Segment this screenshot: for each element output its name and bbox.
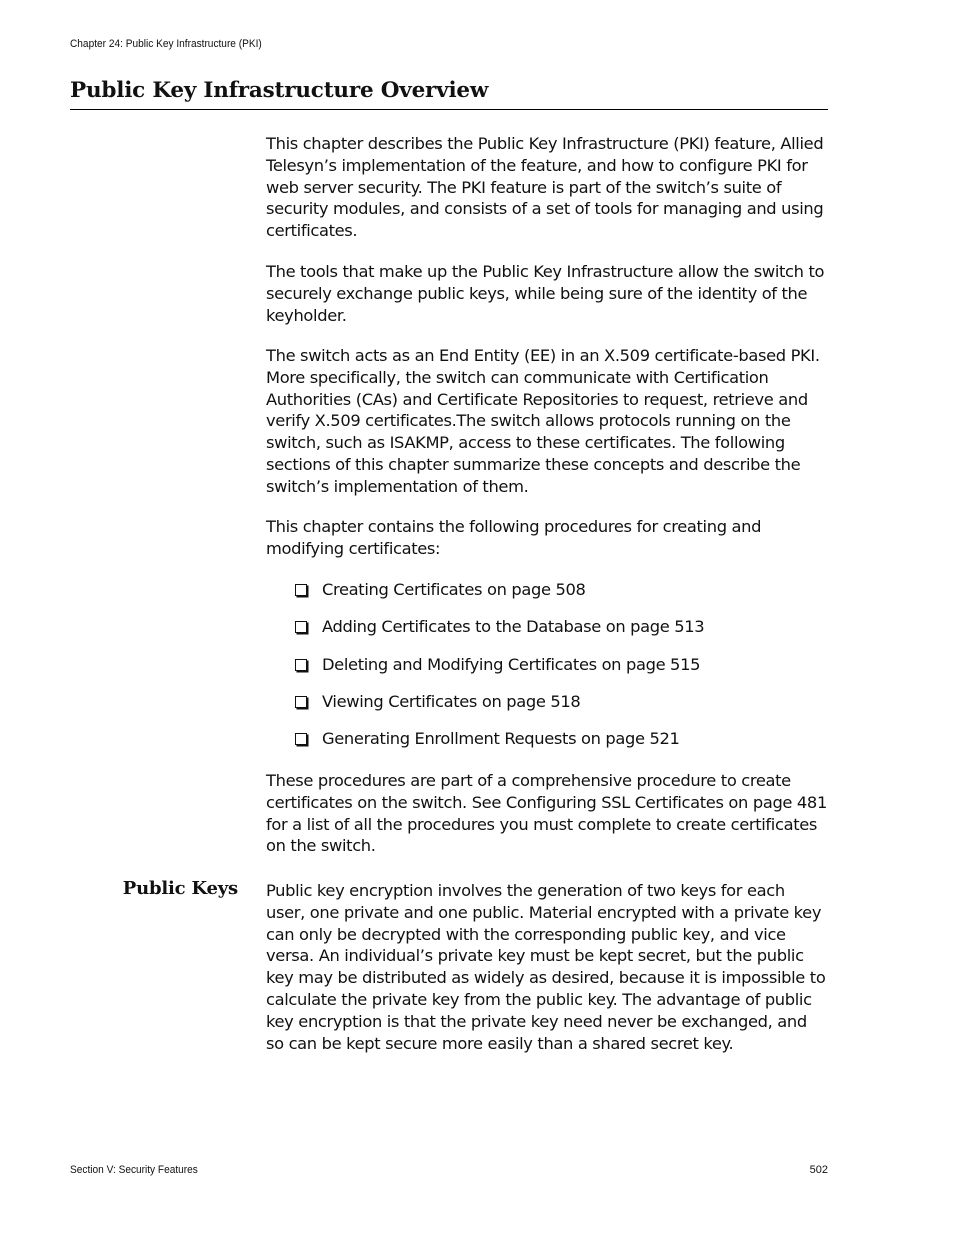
list-item xyxy=(294,579,834,616)
procedure-link-text: Generating Enrollment Requests on page 521 xyxy=(322,729,680,749)
list-item xyxy=(294,691,834,728)
list-item xyxy=(294,654,834,691)
procedure-link-text: Viewing Certificates on page 518 xyxy=(322,691,581,711)
closing-paragraph xyxy=(266,770,828,857)
page-number: 502 xyxy=(809,1164,828,1176)
list-item xyxy=(294,616,834,653)
paragraph-text: The switch acts as an End Entity (EE) in an X.509 certificate-based PKI. More specifically, the switch can communicate with Certification Authorities (CAs) and Certificate Repositories to request, retrieve and verify X.509 certificates.The switch allows protocols running on the switch, such as ISAKMP, access to these certificates. The following sections of this chapter summarize these concepts and describe the switch’s implementation of them. xyxy=(266,346,820,496)
procedure-checklist xyxy=(294,579,834,765)
checkbox-icon xyxy=(295,659,307,671)
procedure-link-text: Adding Certificates to the Database on page 513 xyxy=(322,617,705,637)
list-item xyxy=(294,728,834,765)
section-heading-public-keys: Public Keys xyxy=(122,878,238,899)
checkbox-icon xyxy=(295,584,307,596)
paragraph-text: This chapter contains the following procedures for creating and modifying certificates: xyxy=(266,517,762,558)
paragraph-text: These procedures are part of a comprehensive procedure to create certificates on the switch. See Configuring SSL Certificates on page 481 for a list of all the procedures you must complete to create certificates on the switch. xyxy=(266,771,827,856)
procedures-intro-paragraph xyxy=(266,516,828,560)
footer-section-label: Section V: Security Features xyxy=(70,1164,198,1176)
title-rule xyxy=(70,109,828,110)
intro-paragraph xyxy=(266,133,828,242)
procedure-link-text: Creating Certificates on page 508 xyxy=(322,580,586,599)
running-header: Chapter 24: Public Key Infrastructure (PKI) xyxy=(70,38,262,50)
paragraph-text: This chapter describes the Public Key Infrastructure (PKI) feature, Allied Telesyn’s implementation of the feature, and how to configure PKI for web server security. The PKI feature is part of the switch’s suite of security modules, and consists of a set of tools for managing and using certificates. xyxy=(266,134,824,241)
procedure-link-text: Deleting and Modifying Certificates on page 515 xyxy=(322,654,701,674)
end-entity-paragraph xyxy=(266,345,828,498)
paragraph-text: The tools that make up the Public Key Infrastructure allow the switch to securely exchange public keys, while being sure of the identity of the keyholder. xyxy=(266,262,825,325)
page-title: Public Key Infrastructure Overview xyxy=(70,78,489,103)
paragraph-text: Public key encryption involves the generation of two keys for each user, one private and one public. Material encrypted with a private key can only be decrypted with the corresponding public key, and vice versa. An individual’s private key must be kept secret, but the public key may be distributed as widely as desired, because it is impossible to calculate the private key from the public key. The advantage of public key encryption is that the private key need never be exchanged, and so can be kept secure more easily than a shared secret key. xyxy=(266,881,826,1053)
checkbox-icon xyxy=(295,621,307,633)
checkbox-icon xyxy=(295,696,307,708)
checkbox-icon xyxy=(295,733,307,745)
public-keys-paragraph xyxy=(266,880,828,1054)
tools-paragraph xyxy=(266,261,828,326)
